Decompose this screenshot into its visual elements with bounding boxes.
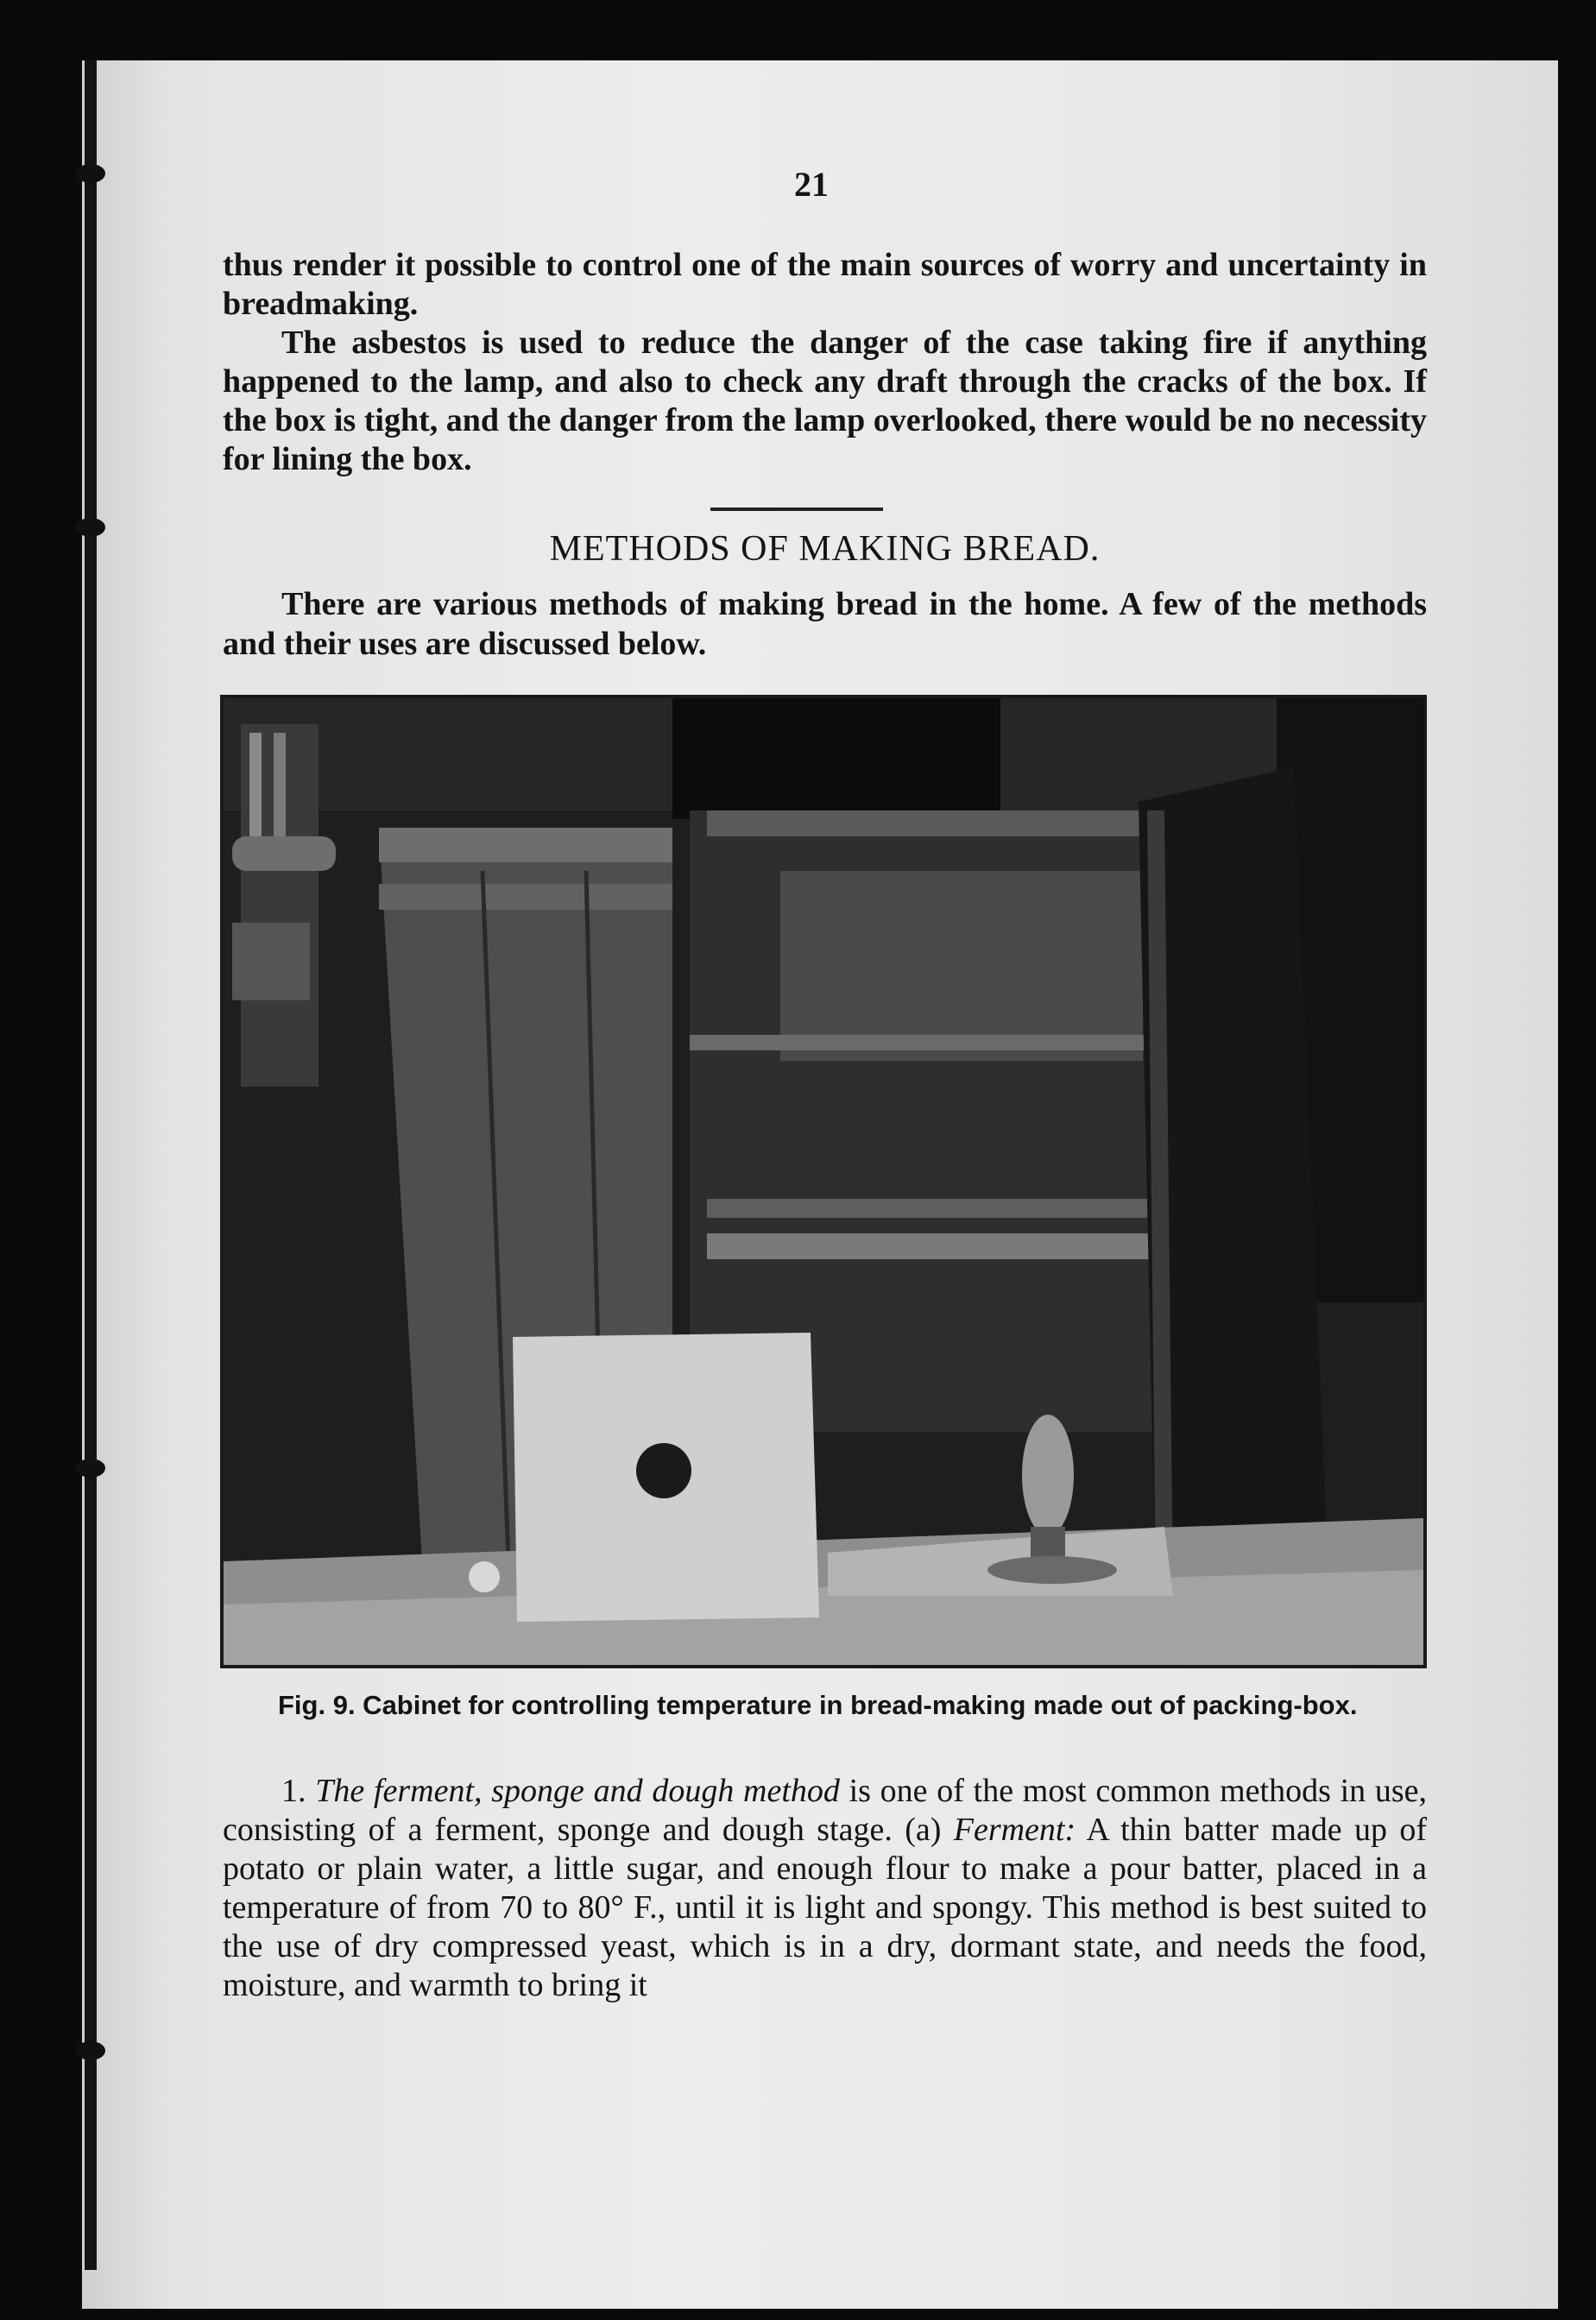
section-heading: METHODS OF MAKING BREAD. — [549, 529, 1101, 569]
ferment-label: Ferment: — [953, 1812, 1076, 1848]
top-paragraph-2: The asbestos is used to reduce the danger of the case taking fire if anything happened to the lamp, and also to check any draft through the cracks of the box. If the box is tight, and the danger from the lamp overlooked, there would be no necessity for lining the box. — [223, 325, 1427, 477]
cabinet-photo — [224, 698, 1423, 1665]
method-paragraph — [223, 1772, 1427, 2005]
binding-spine — [85, 60, 97, 2270]
binding-stitch — [76, 518, 105, 537]
figure-caption: Fig. 9. Cabinet for controlling temperature in bread-making made out of packing-box. — [278, 1690, 1358, 1720]
binding-stitch — [76, 1459, 105, 1478]
top-paragraphs — [223, 246, 1427, 479]
ferment-marker: (a) — [905, 1812, 942, 1848]
intro-paragraph: There are various methods of making bread in the home. A few of the methods and their uses are discussed below. — [223, 586, 1427, 662]
top-paragraph-1: thus render it possible to control one of the main sources of worry and uncertainty in breadmaking. — [223, 247, 1427, 322]
section-divider — [710, 508, 883, 511]
binding-stitch — [76, 2041, 105, 2060]
method-text-2: A thin batter made up of potato or plain water, a little sugar, and enough flour to make a pour batter, placed in a temperature of from 70 to 80° F., until it is light and spongy. This method is best suited to the use of dry compressed yeast, which is in a dry, dormant state, and needs the food, moisture, and warmth to bring it — [223, 1812, 1428, 2003]
method-title: The ferment, sponge and dough method — [315, 1773, 840, 1809]
page-number: 21 — [794, 165, 829, 204]
figure-photo — [220, 695, 1427, 1668]
method-number: 1. — [281, 1773, 306, 1809]
binding-stitch — [76, 164, 105, 183]
method-text-1: is one of the most common methods in use, consisting of a ferment, sponge and dough stage. — [223, 1773, 1428, 1848]
